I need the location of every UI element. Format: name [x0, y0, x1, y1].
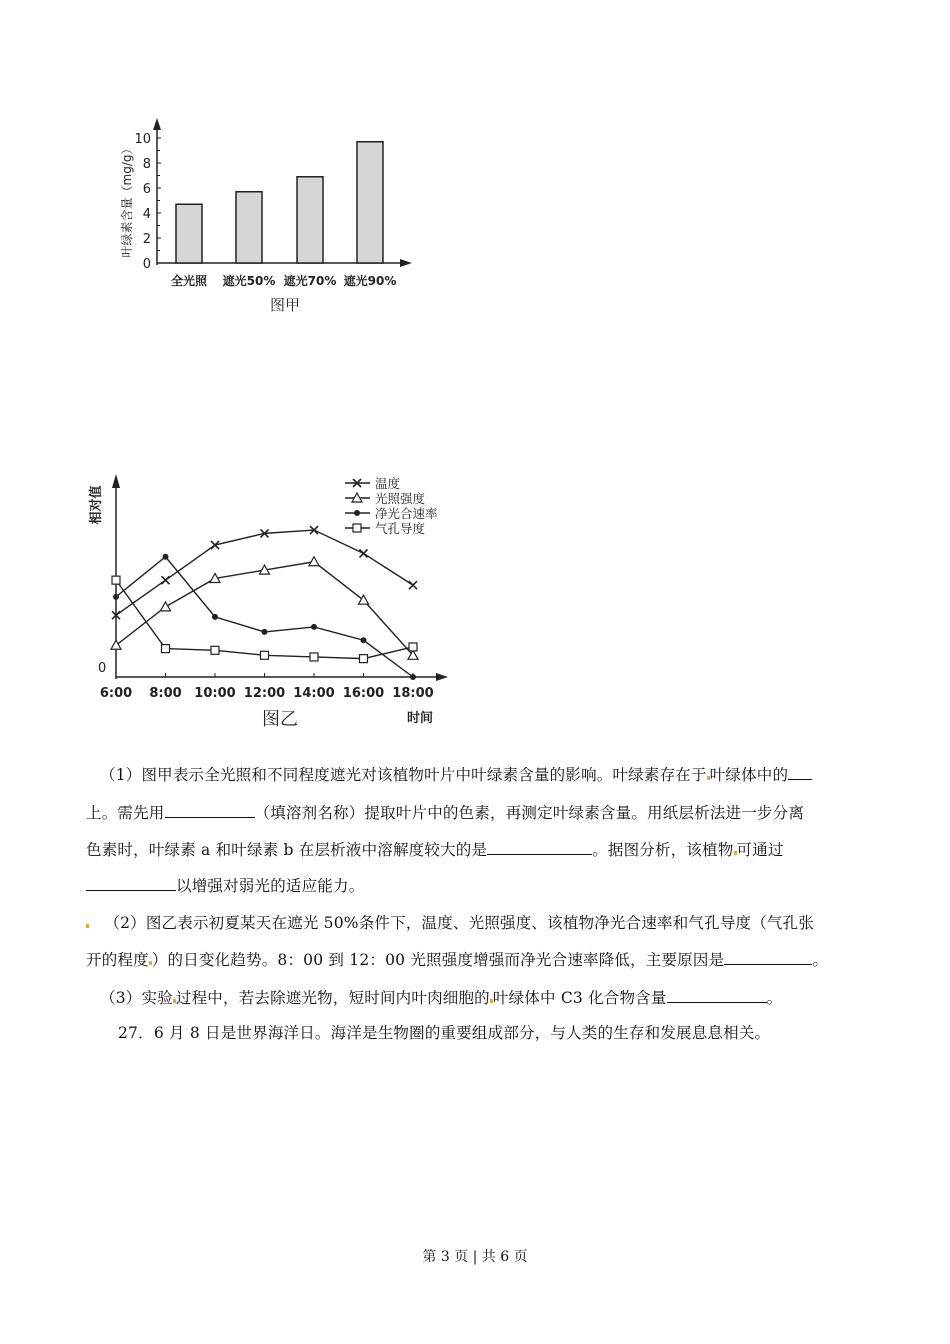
data-point	[163, 554, 169, 560]
answer-blank[interactable]	[86, 876, 176, 891]
series-line-4	[116, 580, 413, 658]
data-point	[359, 595, 369, 604]
x-tick-label: 8:00	[149, 686, 182, 701]
question-27-line	[118, 1021, 770, 1043]
x-axis-label: 时间	[406, 711, 434, 726]
text: 27．6 月 8 日是世界海洋日。海洋是生物圈的重要组成部分，与人类的生存和发展息息相关。	[118, 1024, 771, 1042]
question-2-line-2	[86, 948, 828, 970]
page-footer: 第 3 页 | 共 6 页	[422, 1249, 528, 1265]
text: 叶绿体中的	[709, 766, 789, 784]
x-tick-label: 全光照	[170, 274, 208, 288]
data-point	[410, 674, 416, 680]
y-tick-label: 8	[142, 157, 151, 172]
text: 。	[766, 989, 783, 1007]
data-point	[111, 640, 121, 649]
x-tick-label: 12:00	[243, 686, 286, 701]
question-1-line-1	[100, 763, 812, 785]
mark	[86, 924, 89, 928]
question-3-line	[100, 986, 782, 1008]
data-point	[162, 645, 170, 653]
x-tick-label: 16:00	[342, 686, 385, 701]
data-point	[113, 594, 119, 600]
text: ）的日变化趋势。8：00 到 12：00 光照强度增强而净光合速率降低，主要原因是	[151, 951, 725, 969]
legend-label: 气孔导度	[375, 521, 426, 536]
question-1-line-2	[86, 801, 804, 823]
y-axis-label: 相对值	[89, 485, 104, 525]
answer-blank[interactable]	[724, 950, 812, 965]
x-tick-label: 18:00	[392, 686, 434, 701]
text: 过程中，若去除遮光物，短时间内叶肉细胞的	[175, 989, 490, 1007]
data-point	[311, 624, 317, 630]
text: 上。需先用	[86, 804, 165, 822]
data-point	[262, 629, 268, 635]
text: 。据图分析，该植物	[592, 841, 734, 859]
answer-blank[interactable]	[667, 988, 767, 1003]
data-point	[310, 653, 318, 661]
data-point	[112, 576, 120, 584]
data-point	[360, 549, 368, 557]
y-axis-arrow	[112, 474, 120, 488]
text: 开的程度	[86, 951, 149, 969]
y-tick-label: 10	[134, 132, 151, 147]
data-point	[360, 655, 368, 663]
legend-marker	[353, 524, 361, 532]
y-tick-label: 4	[142, 207, 151, 222]
legend-label: 光照强度	[375, 491, 426, 506]
answer-blank[interactable]	[487, 840, 592, 855]
text: （1）图甲表示全光照和不同程度遮光对该植物叶片中叶绿素含量的影响。叶绿素存在于	[100, 766, 707, 784]
text: （3）实验	[100, 989, 173, 1007]
y-axis-label: 叶绿素含量（mg/g）	[120, 142, 134, 258]
x-tick-label: 遮光90%	[343, 274, 397, 288]
chart-title: 图乙	[262, 709, 298, 730]
x-tick-label: 遮光70%	[283, 274, 337, 288]
data-point	[309, 557, 319, 566]
legend-marker	[354, 510, 360, 516]
text: 色素时，叶绿素 a 和叶绿素 b 在层析液中溶解度较大的是	[86, 841, 488, 859]
legend-label: 净光合速率	[375, 506, 438, 521]
text: 叶绿体中 C3 化合物含量	[492, 989, 667, 1007]
data-point	[361, 637, 367, 643]
question-2-line-1	[86, 911, 814, 933]
question-1-line-3	[86, 838, 784, 860]
answer-blank[interactable]	[788, 765, 812, 780]
legend-label: 温度	[375, 476, 401, 491]
x-axis-arrow	[436, 673, 448, 681]
y-tick-label: 0	[98, 661, 107, 676]
text: （填溶剂名称）提取叶片中的色素，再测定叶绿素含量。用纸层析法进一步分离	[254, 804, 805, 822]
y-tick-label: 2	[142, 232, 151, 247]
data-point	[261, 651, 269, 659]
data-point	[409, 581, 417, 589]
y-tick-label: 6	[142, 182, 151, 197]
x-tick-label: 10:00	[194, 686, 236, 701]
x-tick-label: 6:00	[99, 686, 133, 701]
text: 。	[812, 951, 829, 969]
question-1-line-4	[86, 874, 364, 896]
x-tick-label: 遮光50%	[222, 274, 276, 288]
data-point	[409, 643, 417, 651]
y-tick-label: 0	[142, 257, 151, 272]
data-point	[161, 602, 171, 611]
data-point	[211, 646, 219, 654]
text: （2）图乙表示初夏某天在遮光 50%条件下，温度、光照强度、该植物净光合速率和气孔导度（气孔张	[104, 914, 815, 932]
data-point	[212, 614, 218, 620]
answer-blank[interactable]	[165, 803, 255, 818]
text: 以增强对弱光的适应能力。	[176, 877, 365, 895]
text: 可通过	[736, 841, 784, 859]
x-tick-label: 14:00	[293, 686, 335, 701]
chart-title: 图甲	[269, 296, 301, 314]
data-point	[162, 576, 170, 584]
